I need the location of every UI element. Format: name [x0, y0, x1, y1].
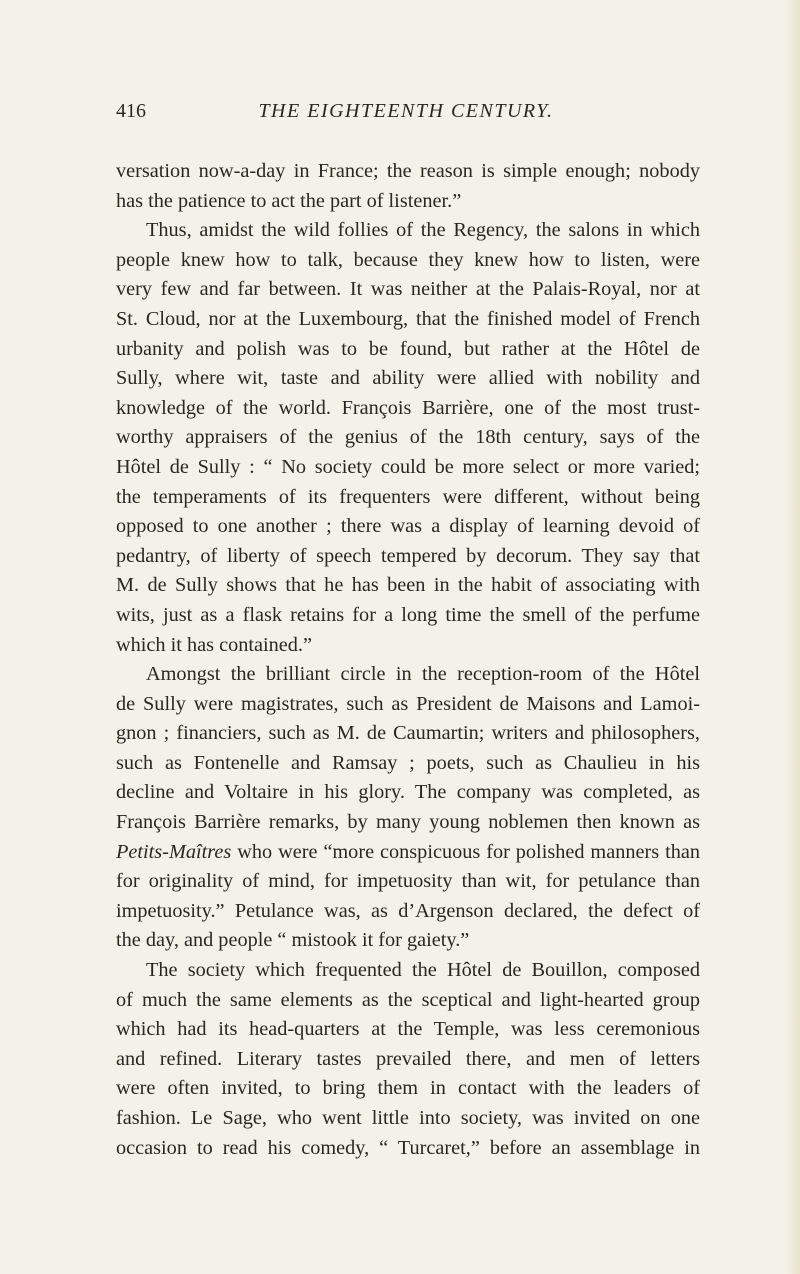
text-line: urbanity and polish was to be found, but rather at the Hôtel de — [116, 337, 700, 360]
text-line: which it has contained.” — [116, 633, 312, 656]
text-line: knowledge of the world. François Barrière, one of the most trust- — [116, 396, 700, 419]
page-header — [116, 100, 696, 130]
running-title: THE EIGHTEENTH CENTURY. — [258, 100, 554, 122]
text-line: were often invited, to bring them in contact with the leaders of — [116, 1077, 700, 1100]
page-edge — [786, 0, 800, 1274]
text-line: very few and far between. It was neither at the Palais-Royal, nor at — [116, 278, 700, 301]
page-number: 416 — [116, 100, 146, 122]
body-text — [116, 157, 700, 1163]
text-line: and refined. Literary tastes prevailed there, and men of letters — [116, 1047, 700, 1070]
text-line: de Sully were magistrates, such as President de Maisons and Lamoi- — [116, 692, 700, 715]
text-line: fashion. Le Sage, who went little into society, was invited on one — [116, 1107, 700, 1129]
text-line-rest: who were “more conspicuous for polished manners than — [231, 840, 700, 863]
text-line: wits, just as a flask retains for a long time the smell of the perfume — [116, 603, 700, 626]
paragraph-start: The society which frequented the Hôtel de Bouillon, composed — [146, 959, 700, 982]
paragraph-start: Amongst the brilliant circle in the reception-room of the Hôtel — [146, 663, 700, 686]
text-line — [116, 838, 700, 868]
text-line: worthy appraisers of the genius of the 18th century, says of the — [116, 426, 700, 449]
text-line: Hôtel de Sully : “ No society could be more select or more varied; — [116, 455, 700, 478]
text-line: has the patience to act the part of listener.” — [116, 189, 462, 212]
text-line: for originality of mind, for impetuosity than wit, for petulance than — [116, 870, 700, 893]
text-line: François Barrière remarks, by many young noblemen then known as — [116, 811, 700, 834]
text-line: of much the same elements as the sceptical and light-hearted group — [116, 988, 700, 1011]
text-line: such as Fontenelle and Ramsay ; poets, such as Chaulieu in his — [116, 751, 700, 774]
text-line: Sully, where wit, taste and ability were allied with nobility and — [116, 367, 700, 390]
text-line: pedantry, of liberty of speech tempered by decorum. They say that — [116, 544, 700, 567]
paragraph-start: Thus, amidst the wild follies of the Regency, the salons in which — [146, 219, 700, 242]
text-line: which had its head-quarters at the Temple, was less ceremonious — [116, 1018, 700, 1041]
text-line: versation now-a-day in France; the reason is simple enough; nobody — [116, 160, 700, 182]
text-line: decline and Voltaire in his glory. The company was completed, as — [116, 781, 700, 804]
text-line: people knew how to talk, because they knew how to listen, were — [116, 248, 700, 271]
text-line: the day, and people “ mistook it for gaiety.” — [116, 929, 470, 952]
text-line: opposed to one another ; there was a display of learning devoid of — [116, 515, 700, 538]
text-line: occasion to read his comedy, “ Turcaret,” before an assemblage in — [116, 1136, 700, 1159]
text-line: St. Cloud, nor at the Luxembourg, that the finished model of French — [116, 307, 700, 330]
text-line: impetuosity.” Petulance was, as d’Argenson declared, the defect of — [116, 899, 700, 922]
text-line: the temperaments of its frequenters were different, without being — [116, 485, 700, 508]
text-line: M. de Sully shows that he has been in the habit of associating with — [116, 574, 700, 597]
text-line: gnon ; financiers, such as M. de Caumartin; writers and philosophers, — [116, 722, 700, 745]
italic-term: Petits-Maîtres — [116, 840, 232, 863]
